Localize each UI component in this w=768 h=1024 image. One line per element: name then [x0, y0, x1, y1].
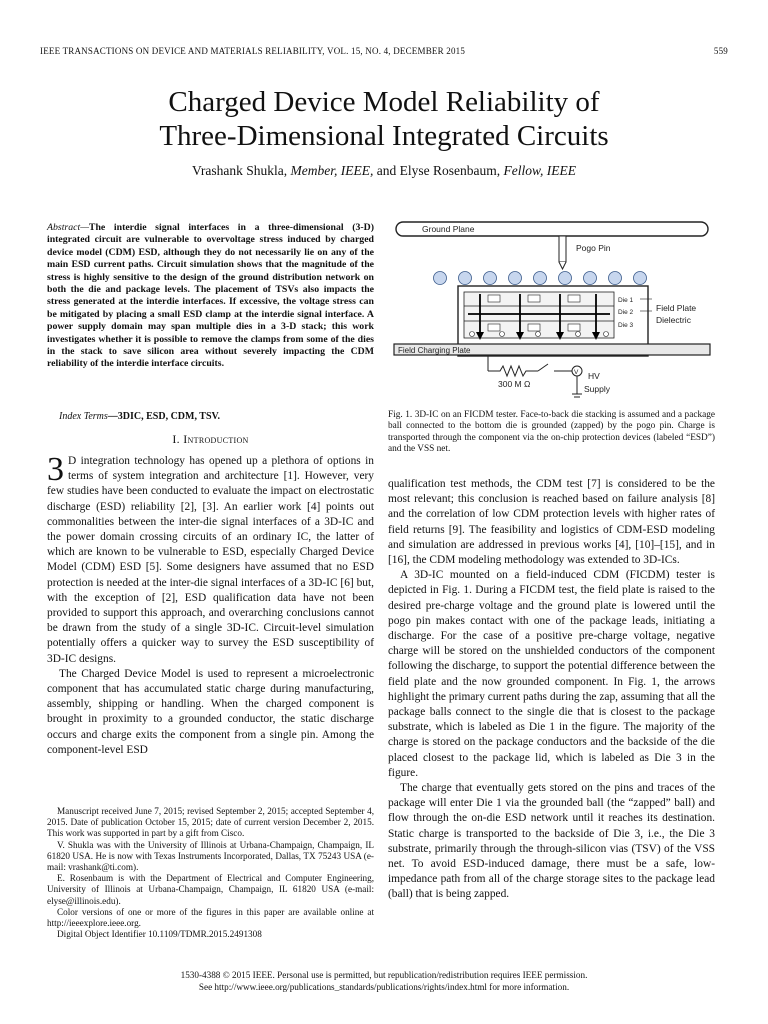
page-number: 559	[713, 46, 728, 56]
charging-circuit	[488, 355, 582, 397]
copyright-notice	[0, 969, 768, 993]
pogo-pin-label: Pogo Pin	[576, 243, 611, 253]
die-2-label: Die 2	[618, 309, 634, 316]
footnote-manuscript: Manuscript received June 7, 2015; revised September 2, 2015; accepted September 4, 2015. Date of publication October 15, 2015; date of current version December 2, 2015. This work was supported in part by a gift from Cisco.	[47, 806, 374, 839]
right-paragraph-2: A 3D-IC mounted on a field-induced CDM (FICDM) tester is depicted in Fig. 1. During a FICDM test, the field plate is raised to the desired pre-charge voltage and the ground plate is lowered until the pogo pin makes contact with one of the package leads, initiating a discharge. For the case of a positive pre-charge voltage, negative charge will be stored on the unshielded conductors of the component following the discharge, to support the potential difference between the field plate and the now grounded component. In Fig. 1, the arrows highlight the primary current paths during the zap, assuming that all the package balls connect to the single die that is closest to the package substrate, which is labeled as Die 1 in the figure. The majority of the charge is stored on the package conductors and the backside of the die placed closest to the package lid, which is labeled as Die 3 in the figure.	[388, 569, 715, 779]
right-paragraph-3: The charge that eventually gets stored on the pins and traces of the package will enter Die 1 via the grounded ball (the “zapped” ball) and flow through the on-die ESD network until it reaches its destination. Static charge is transported to the backside of Die 3, i.e., the Die 3 substrate, primarily through the through-silicon vias (TSV) of the VSS net. To avoid ESD-induced damage, there must be a safe, low-impedance path from all of the charge storage sites to the package lead (ball) that is being zapped.	[388, 782, 715, 901]
hv-label: HV	[588, 371, 600, 381]
abstract-text: The interdie signal interfaces in a three-dimensional (3-D) integrated circuit are vulnerable to overvoltage stress induced by charged device model (CDM) ESD, although they do not necessarily lie on any of the main ESD current paths. Circuit simulation shows that the magnitude of the stress is highly sensitive to the design of the ground distribution network on both the die and package levels. The placement of TSVs also impacts the stress generated at the interdie interfaces. If excessive, the voltage stress can be mitigated by placing a small ESD clamp at the interdie signal interface. A power supply domain may span multiple dies in a 3-D stack; this work investigates whether it is possible to remove the clamps from some of the dies in the stack to save silicon area without severely impacting the CDM reliability of the interdie interface circuits.	[47, 222, 374, 370]
package-balls	[434, 272, 647, 285]
copyright-line-2: See http://www.ieee.org/publications_standards/publications/rights/index.html for more information.	[198, 982, 570, 992]
index-terms	[47, 409, 374, 424]
intro-paragraph-1-text: D integration technology has opened up a plethora of options in terms of system integration and architecture [1]. However, very few studies have been conducted to evaluate the impact on electrostatic discharge (ESD) reliability [2], [3]. An earlier work [4] points out commonalities between the inter-die signal interfaces of a 3D-IC and the power domain crossing circuits of an ordinary IC, the latter of which are known to be vulnerable to ESD, especially Charged Device Model (CDM) ESD [5]. Some designers have assumed that no ESD protection is needed at the inter-die signal interfaces of a 3D-IC [6] but, with the exception of [2], ESD qualification data have not been provided to support this approach, and overarching conclusions cannot be drawn from the study of a single 3D-IC. Circuit-level simulation potentially offers a quicker way to survey the ESD susceptibility of 3D-IC designs.	[47, 455, 374, 665]
figure-1-ficdm-diagram	[388, 216, 718, 406]
hv-source-symbol: V	[574, 369, 579, 376]
field-plate-dielectric-label-1: Field Plate	[656, 303, 697, 313]
intro-paragraph-1	[47, 451, 374, 667]
paper-title	[0, 85, 768, 153]
field-charging-plate-label: Field Charging Plate	[398, 346, 471, 355]
footnote-color: Color versions of one or more of the figures in this paper are available online at http://ieeexplore.ieee.org.	[47, 906, 374, 929]
abstract-label: Abstract—	[47, 222, 89, 233]
journal-name: IEEE TRANSACTIONS ON DEVICE AND MATERIALS RELIABILITY, VOL. 15, NO. 4, DECEMBER 2015	[40, 46, 466, 56]
figure-1-caption: Fig. 1. 3D-IC on an FICDM tester. Face-to-back die stacking is assumed and a package ball connected to the bottom die is grounded (zapped) by the pogo pin. Charge is transported through the component via the on-chip protection devices (labeled “ESD”) and the VSS net.	[388, 410, 715, 455]
right-column-body	[388, 477, 715, 903]
footnote-author-1: V. Shukla was with the University of Illinois at Urbana-Champaign, Champaign, IL 61820 USA. He is now with Texas Instruments Incorporated, Dallas, TX 75243 USA (e-mail: vrashank@ti.com).	[47, 839, 374, 873]
ground-plane-label: Ground Plane	[422, 224, 475, 234]
copyright-line-1: 1530-4388 © 2015 IEEE. Personal use is permitted, but republication/redistribution requires IEEE permission.	[180, 970, 588, 980]
author-1-role: Member, IEEE,	[290, 163, 374, 178]
index-terms-text: —3DIC, ESD, CDM, TSV.	[107, 411, 220, 422]
author-list	[0, 163, 768, 179]
resistor-label: 300 M Ω	[498, 379, 531, 389]
index-terms-label: Index Terms	[59, 411, 108, 422]
drop-cap: 3	[47, 451, 64, 488]
title-line-2: Three-Dimensional Integrated Circuits	[159, 120, 609, 152]
die-1-label: Die 1	[618, 297, 634, 304]
footnote-author-2: E. Rosenbaum is with the Department of Electrical and Computer Engineering, University of Illinois at Urbana-Champaign, Champaign, IL 61820 USA (e-mail: elyse@illinois.edu).	[47, 873, 374, 906]
author-2: and Elyse Rosenbaum,	[376, 163, 501, 178]
title-line-1: Charged Device Model Reliability of	[168, 86, 600, 118]
running-header	[40, 46, 728, 56]
field-plate-dielectric-label-2: Dielectric	[656, 315, 691, 325]
die-3-label: Die 3	[618, 322, 634, 329]
intro-paragraph-2: The Charged Device Model is used to represent a microelectronic component that has accumulated static charge during manufacturing, assembly, shipping or handling. When the charged component is brought in proximity to a grounded conductor, the static discharge occurs and charge exits the component from a single pin. Among the component-level ESD	[47, 667, 374, 756]
abstract	[47, 222, 374, 371]
footnotes	[47, 806, 374, 940]
supply-label: Supply	[584, 384, 610, 394]
footnote-doi: Digital Object Identifier 10.1109/TDMR.2015.2491308	[57, 929, 262, 940]
section-title: Introduction	[183, 432, 249, 446]
pogo-pin-shape	[559, 236, 566, 262]
right-paragraph-1: qualification test methods, the CDM test [7] is considered to be the most relevant; this conclusion is reached based on failure analysis [8] and the correlation of low CDM protection levels with higher rates of field returns [9]. The feasibility and logistics of CDM-ESD modeling and simulation are addressed in previous works [4], [10]–[15], and in [16], the CDM modeling methodology was extended to 3D-ICs.	[388, 478, 715, 567]
section-number: I.	[172, 432, 180, 446]
section-heading	[47, 432, 374, 447]
author-2-role: Fellow, IEEE	[503, 163, 576, 178]
intro-body	[47, 451, 374, 758]
author-1: Vrashank Shukla,	[191, 163, 288, 178]
